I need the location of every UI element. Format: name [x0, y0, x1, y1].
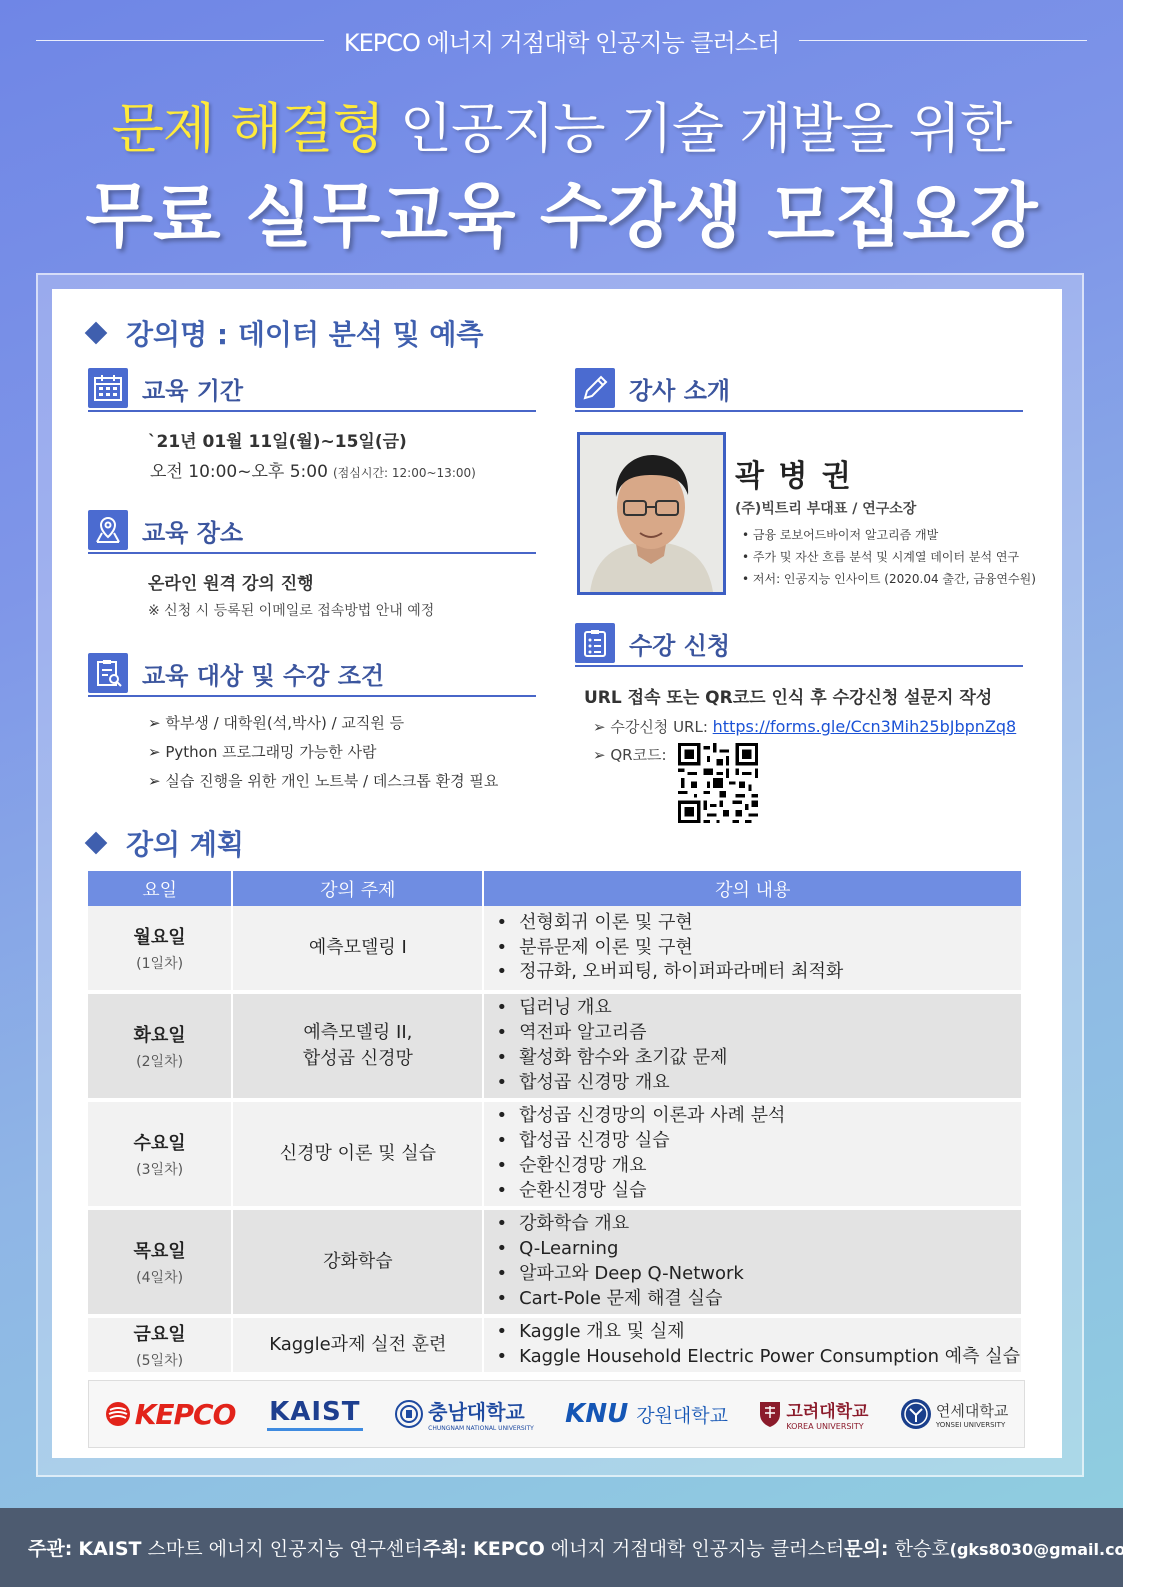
diamond-bullet-icon — [85, 832, 108, 855]
table-row — [88, 1316, 1022, 1374]
period-time: 오전 10:00~오후 5:00 — [150, 462, 328, 482]
content-cell — [483, 1316, 1022, 1374]
footer-contact-name: 한승호 — [888, 1538, 950, 1560]
org-line: KEPCO 에너지 거점대학 인공지능 클러스터 — [343, 28, 780, 57]
list-item: • Cart-Pole 문제 해결 실습 — [496, 1287, 1020, 1312]
yonsei-name: 연세대학교 — [935, 1401, 1009, 1420]
table-row — [88, 906, 1022, 992]
qr-label: ➢ QR코드: — [593, 746, 667, 764]
day-name: 수요일 — [133, 1133, 186, 1154]
org-header — [0, 20, 1123, 60]
pencil-icon — [575, 368, 615, 408]
period-label: 교육 기간 — [142, 376, 244, 405]
apply-section — [575, 621, 1023, 667]
headline-highlight: 문제 해결형 — [111, 97, 384, 160]
calendar-icon — [88, 368, 128, 408]
table-header-row — [88, 871, 1022, 906]
list-item: • 선형회귀 이론 및 구현 — [496, 911, 1020, 936]
footer-contact-email[interactable]: (gks8030@gmail.com) — [949, 1540, 1150, 1559]
cnu-logo — [394, 1396, 534, 1432]
list-item: • 분류문제 이론 및 구현 — [496, 936, 1020, 961]
list-item: • 활성화 함수와 초기값 문제 — [496, 1046, 1020, 1071]
table-row — [88, 992, 1022, 1100]
korea-univ-text — [786, 1397, 868, 1431]
topic-cell — [232, 1208, 483, 1316]
course-heading — [88, 313, 483, 353]
period-time-line — [150, 457, 476, 482]
apply-url-line — [593, 716, 1016, 737]
korea-univ-name: 고려대학교 — [786, 1402, 869, 1422]
day-seq: (2일차) — [136, 1054, 184, 1070]
bio-item: • 저서: 인공지능 인사이트 (2020.04 출간, 금융연수원) — [742, 572, 1036, 586]
cnu-emblem-icon — [394, 1399, 424, 1429]
day-cell — [88, 1100, 232, 1208]
kaist-logo — [267, 1397, 363, 1431]
clipboard-search-icon — [88, 653, 128, 693]
table-row — [88, 1100, 1022, 1208]
target-label: 교육 대상 및 수강 조건 — [142, 661, 385, 690]
location-note: ※ 신청 시 등록된 이메일로 접속방법 안내 예정 — [148, 603, 435, 619]
apply-url-link[interactable]: https://forms.gle/Ccn3Mih25bJbpnZq8 — [712, 717, 1017, 736]
divider-left — [36, 40, 324, 41]
footer-org-rest: 에너지 거점대학 인공지능 클러스터 — [544, 1538, 845, 1560]
list-item: • 합성곱 신경망의 이론과 사례 분석 — [496, 1104, 1020, 1129]
footer-host-label: 주관: — [28, 1538, 73, 1560]
target-list — [148, 712, 498, 799]
day-seq: (4일차) — [136, 1270, 184, 1286]
topic-cell — [232, 906, 483, 992]
content-cell — [483, 992, 1022, 1100]
topic-text: Kaggle과제 실전 훈련 — [269, 1334, 447, 1355]
korea-univ-name-en: KOREA UNIVERSITY — [786, 1422, 864, 1431]
course-heading-text: 강의명 : 데이터 분석 및 예측 — [126, 318, 484, 351]
korea-univ-logo — [759, 1397, 868, 1431]
list-item: • 합성곱 신경망 개요 — [496, 1071, 1020, 1096]
list-item: ➢ Python 프로그래밍 가능한 사람 — [148, 743, 377, 761]
footer-contact — [844, 1534, 1149, 1561]
day-seq: (5일차) — [136, 1353, 184, 1369]
day-name: 화요일 — [133, 1025, 186, 1046]
kepco-emblem-icon — [105, 1401, 131, 1427]
location-pin-icon — [88, 510, 128, 550]
kaist-wordmark: KAIST — [269, 1397, 361, 1427]
location-section — [88, 508, 536, 554]
instructor-photo — [577, 432, 726, 595]
footer-organizer — [423, 1534, 845, 1561]
list-item: • 역전파 알고리즘 — [496, 1021, 1020, 1046]
footer — [0, 1508, 1150, 1587]
bio-item: • 금융 로보어드바이저 알고리즘 개발 — [742, 528, 939, 542]
knu-mark: KNU — [565, 1399, 629, 1429]
subtitle: 무료 실무교육 수강생 모집요강 — [85, 175, 1038, 257]
location-main: 온라인 원격 강의 진행 — [148, 574, 314, 594]
topic-text: 신경망 이론 및 실습 — [279, 1143, 436, 1164]
list-item: ➢ 학부생 / 대학원(석,박사) / 교직원 등 — [148, 714, 405, 732]
topic-text-line2: 합성곱 신경망 — [302, 1048, 413, 1069]
knu-name: 강원대학교 — [636, 1404, 728, 1427]
content-cell — [483, 1208, 1022, 1316]
apply-instruction: URL 접속 또는 QR코드 인식 후 수강신청 설문지 작성 — [584, 688, 993, 708]
footer-host-rest: 스마트 에너지 인공지능 연구센터 — [141, 1538, 423, 1560]
topic-text: 강화학습 — [323, 1251, 393, 1272]
instructor-label: 강사 소개 — [629, 376, 731, 405]
target-section — [88, 651, 536, 697]
instructor-bio — [742, 526, 1036, 592]
day-cell — [88, 1208, 232, 1316]
cnu-name: 충남대학교 — [428, 1400, 525, 1424]
footer-contact-label: 문의: — [844, 1538, 889, 1560]
knu-logo — [565, 1399, 728, 1429]
list-item: • 정규화, 오버피팅, 하이퍼파라메터 최적화 — [496, 960, 1020, 985]
day-name: 목요일 — [133, 1241, 186, 1262]
footer-org-label: 주최: — [422, 1538, 467, 1560]
footer-host-bold: KAIST — [78, 1538, 142, 1560]
col-header-content: 강의 내용 — [483, 871, 1022, 906]
bio-item: • 주가 및 자산 흐름 분석 및 시계열 데이터 분석 연구 — [742, 550, 1020, 564]
instructor-section — [575, 366, 1023, 412]
table-row — [88, 1208, 1022, 1316]
day-cell — [88, 906, 232, 992]
period-section — [88, 366, 536, 412]
list-item: • 강화학습 개요 — [496, 1212, 1020, 1237]
day-cell — [88, 1316, 232, 1374]
partner-logos — [88, 1380, 1025, 1448]
list-item: • 순환신경망 실습 — [496, 1179, 1020, 1204]
footer-org-bold: KEPCO — [473, 1538, 545, 1560]
yonsei-text — [936, 1400, 1008, 1429]
topic-cell — [232, 1316, 483, 1374]
cnu-text — [428, 1396, 534, 1432]
topic-cell — [232, 1100, 483, 1208]
content-cell — [483, 906, 1022, 992]
diamond-bullet-icon — [85, 322, 108, 345]
content-cell — [483, 1100, 1022, 1208]
list-item: • Kaggle Household Electric Power Consumption 예측 실습 — [496, 1345, 1020, 1370]
kepco-wordmark: KEPCO — [134, 1397, 236, 1431]
day-seq: (1일차) — [136, 956, 184, 972]
location-label: 교육 장소 — [142, 518, 244, 547]
day-cell — [88, 992, 232, 1100]
list-item: • 딥러닝 개요 — [496, 996, 1020, 1021]
col-header-topic: 강의 주제 — [232, 871, 483, 906]
plan-table — [88, 871, 1023, 1376]
list-item: ➢ 실습 진행을 위한 개인 노트북 / 데스크톱 환경 필요 — [148, 772, 499, 790]
yonsei-logo — [900, 1398, 1008, 1430]
yonsei-emblem-icon — [900, 1398, 932, 1430]
footer-host — [28, 1534, 423, 1561]
period-date: `21년 01월 11일(월)~15일(금) — [148, 432, 407, 452]
topic-text: 예측모델링 I — [308, 937, 407, 958]
day-seq: (3일차) — [136, 1162, 184, 1178]
checklist-icon — [575, 623, 615, 663]
topic-text: 예측모델링 II, — [303, 1022, 413, 1043]
list-item: • 합성곱 신경망 실습 — [496, 1129, 1020, 1154]
kaist-underline — [267, 1428, 363, 1431]
list-item: • Kaggle 개요 및 실제 — [496, 1320, 1020, 1345]
headline-rest: 인공지능 기술 개발을 위한 — [383, 97, 1012, 160]
instructor-position: (주)빅트리 부대표 / 연구소장 — [735, 501, 917, 517]
day-name: 금요일 — [133, 1324, 186, 1345]
kepco-logo — [105, 1398, 236, 1431]
cnu-name-en: CHUNGNAM NATIONAL UNIVERSITY — [428, 1425, 534, 1432]
apply-url-label: ➢ 수강신청 URL: — [593, 718, 713, 736]
col-header-day: 요일 — [88, 871, 232, 906]
topic-cell — [232, 992, 483, 1100]
instructor-name: 곽 병 권 — [735, 459, 853, 494]
yonsei-name-en: YONSEI UNIVERSITY — [935, 1420, 1006, 1429]
list-item: • 순환신경망 개요 — [496, 1154, 1020, 1179]
plan-heading — [88, 823, 244, 863]
divider-right — [799, 40, 1087, 41]
headline — [0, 86, 1123, 163]
plan-heading-text: 강의 계획 — [126, 828, 244, 861]
list-item: • 알파고와 Deep Q-Network — [496, 1262, 1020, 1287]
day-name: 월요일 — [133, 927, 186, 948]
qr-code[interactable] — [678, 743, 758, 823]
list-item: • Q-Learning — [496, 1237, 1020, 1262]
korea-univ-shield-icon — [759, 1400, 781, 1428]
period-lunch: (점심시간: 12:00~13:00) — [333, 466, 476, 480]
apply-label: 수강 신청 — [629, 631, 731, 660]
